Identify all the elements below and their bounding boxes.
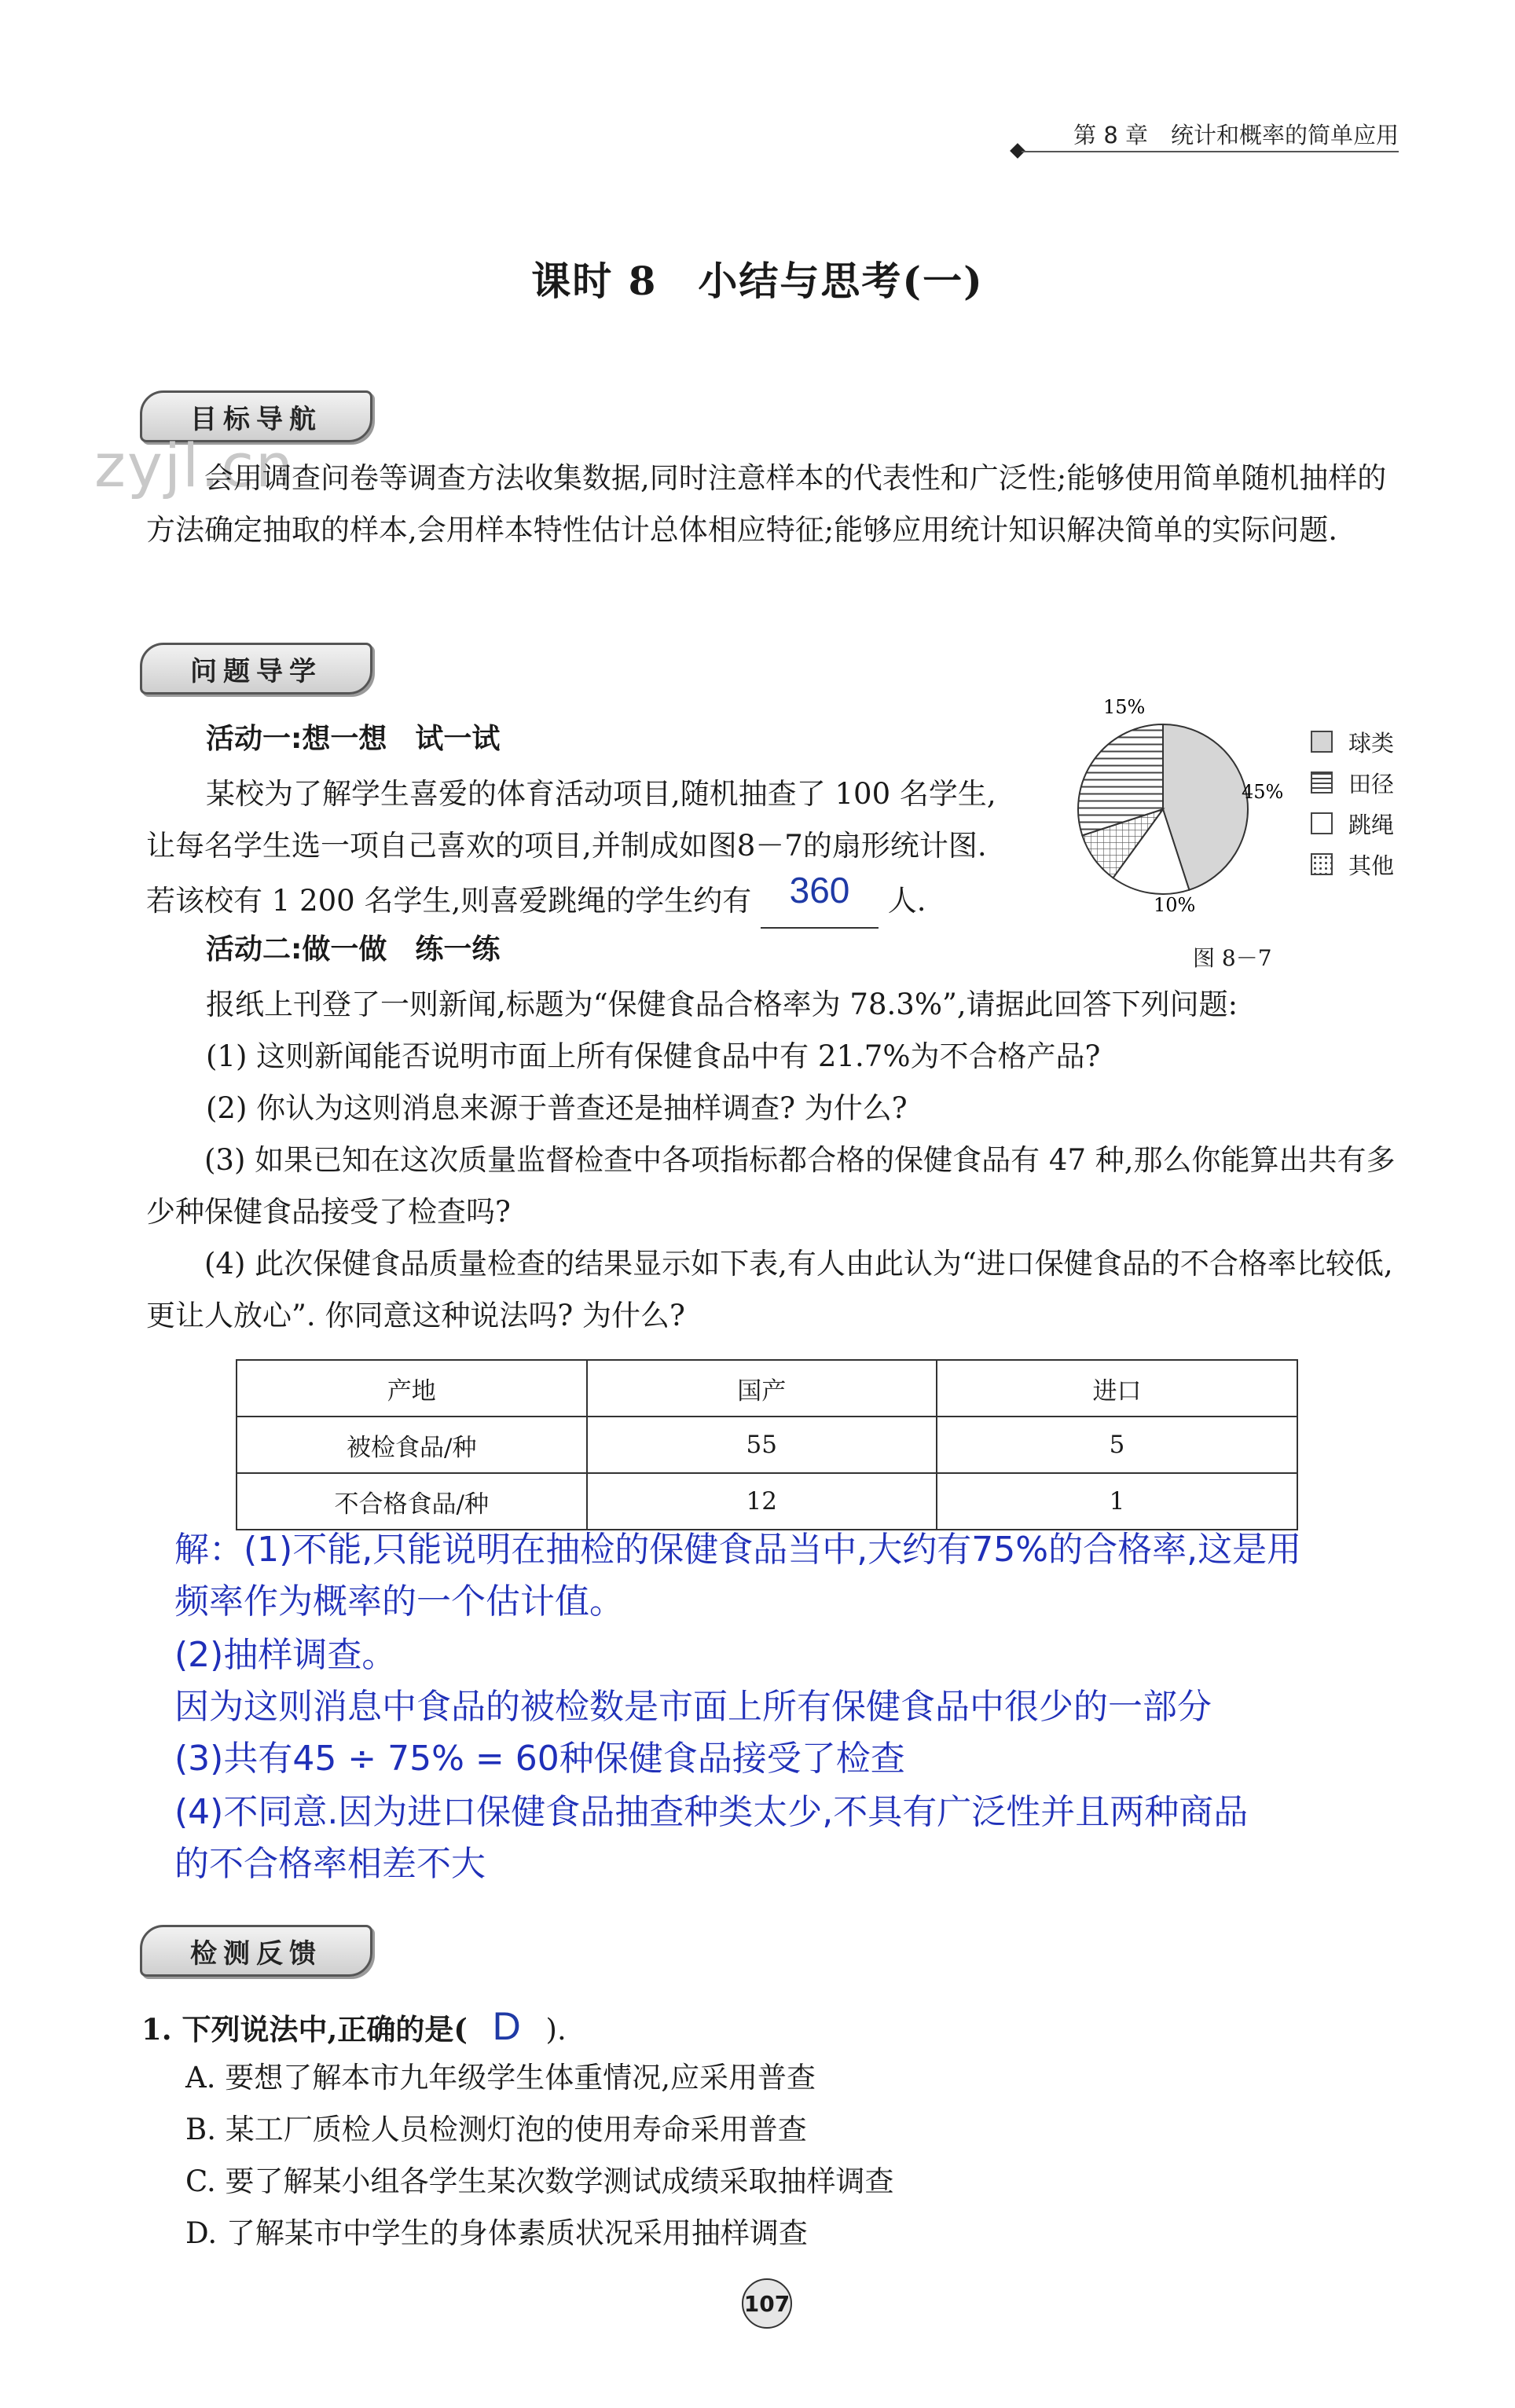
section-tag-objectives: 目标导航 xyxy=(140,390,372,442)
legend-label-track: 田径 xyxy=(1348,770,1395,797)
answer-3: (3)共有45 ÷ 75% = 60种保健食品接受了检查 xyxy=(174,1739,905,1779)
quality-table xyxy=(236,1359,1298,1530)
activity2-q3: (3) 如果已知在这次质量监督检查中各项指标都合格的保健食品有 47 种,那么你能算出共有多少种保健食品接受了检查吗? xyxy=(146,1143,1396,1229)
section-tag-feedback: 检测反馈 xyxy=(140,1925,372,1977)
table-cell: 被检食品/种 xyxy=(237,1417,587,1473)
legend-item-rope xyxy=(1311,803,1394,844)
activity1-line1: 某校为了解学生喜爱的体育活动项目,随机抽查了 100 名学生, xyxy=(206,777,996,811)
section-tag-guide: 问题导学 xyxy=(140,643,372,695)
chapter-header: 第 8 章 统计和概率的简单应用 xyxy=(1073,122,1399,148)
answer-4-line2: 的不合格率相差不大 xyxy=(174,1844,486,1884)
option-d: D. 了解某市中学生的身体素质状况采用抽样调查 xyxy=(185,2216,808,2250)
legend-swatch-rope xyxy=(1311,812,1333,834)
option-b: B. 某工厂质检人员检测灯泡的使用寿命采用普查 xyxy=(185,2113,807,2146)
table-cell: 55 xyxy=(587,1417,937,1473)
table-cell: 5 xyxy=(937,1417,1297,1473)
legend-swatch-other xyxy=(1311,853,1333,875)
legend-label-ball: 球类 xyxy=(1348,729,1395,757)
table-header-cell: 产地 xyxy=(237,1360,587,1417)
legend-item-ball xyxy=(1311,721,1394,762)
table-header-cell: 进口 xyxy=(937,1360,1297,1417)
legend-label-rope: 跳绳 xyxy=(1348,811,1395,838)
answer-4-line1: (4)不同意.因为进口保健食品抽查种类太少,不具有广泛性并且两种商品 xyxy=(174,1792,1249,1832)
pie-label-15: 15% xyxy=(1103,696,1146,718)
legend-swatch-ball xyxy=(1311,731,1333,753)
table-cell: 1 xyxy=(937,1473,1297,1530)
answer-1-line2: 频率作为概率的一个估计值。 xyxy=(174,1582,624,1622)
table-row xyxy=(237,1473,1297,1530)
activity1-heading: 活动一:想一想 试一试 xyxy=(206,723,501,755)
activity2-heading: 活动二:做一做 练一练 xyxy=(206,933,501,966)
activity2-q1: (1) 这则新闻能否说明市面上所有保健食品中有 21.7%为不合格产品? xyxy=(206,1039,1101,1073)
question-1-answer: D xyxy=(492,2004,521,2048)
activity2-q2: (2) 你认为这则消息来源于普查还是抽样调查? 为什么? xyxy=(206,1091,908,1125)
legend-item-other xyxy=(1311,844,1394,885)
activity1-answer: 360 xyxy=(789,870,850,911)
legend-label-other: 其他 xyxy=(1348,852,1395,879)
question-1-stem xyxy=(141,2000,567,2056)
activity1-line3-after: 人. xyxy=(887,884,926,918)
question-1-after: ). xyxy=(545,2013,567,2047)
activity2-q4: (4) 此次保健食品质量检查的结果显示如下表,有人由此认为“进口保健食品的不合格率比较低,更让人放心”. 你同意这种说法吗? 为什么? xyxy=(146,1247,1393,1332)
table-cell: 12 xyxy=(587,1473,937,1530)
table-header-row xyxy=(237,1360,1297,1417)
pie-chart xyxy=(1053,691,1515,990)
figure-caption: 图 8－7 xyxy=(1193,945,1272,971)
answer-1-line1: 解：(1)不能,只能说明在抽检的保健食品当中,大约有75%的合格率,这是用 xyxy=(174,1530,1302,1570)
objectives-text: 会用调查问卷等调查方法收集数据,同时注意样本的代表性和广泛性;能够使用简单随机抽样的方法确定抽取的样本,会用样本特性估计总体相应特征;能够应用统计知识解决简单的实际问题. xyxy=(146,461,1387,547)
table-row xyxy=(237,1417,1297,1473)
pie-label-45: 45% xyxy=(1242,781,1284,803)
answer-blank xyxy=(761,872,879,929)
header-rule xyxy=(1022,151,1399,152)
answer-2-line2: 因为这则消息中食品的被检数是市面上所有保健食品中很少的一部分 xyxy=(174,1687,1212,1727)
activity1-line2: 让每名学生选一项自己喜欢的项目,并制成如图8－7的扇形统计图. xyxy=(146,829,987,863)
answer-2-line1: (2)抽样调查。 xyxy=(174,1635,397,1675)
activity1-line3-before: 若该校有 1 200 名学生,则喜爱跳绳的学生约有 xyxy=(146,884,752,918)
legend-swatch-track xyxy=(1311,772,1333,794)
table-cell: 不合格食品/种 xyxy=(237,1473,587,1530)
pie-label-10: 10% xyxy=(1154,894,1196,916)
question-1-before: 1. 下列说法中,正确的是( xyxy=(141,2012,468,2047)
lesson-title: 课时 8 小结与思考(一) xyxy=(531,258,984,304)
watermark: zyjl.cn xyxy=(94,431,295,500)
pie-legend xyxy=(1311,721,1394,885)
page-number: 107 xyxy=(742,2278,792,2329)
option-a: A. 要想了解本市九年级学生体重情况,应采用普查 xyxy=(185,2061,816,2095)
activity1-line3 xyxy=(146,872,1011,929)
legend-item-track xyxy=(1311,762,1394,803)
table-header-cell: 国产 xyxy=(587,1360,937,1417)
activity2-intro: 报纸上刊登了一则新闻,标题为“保健食品合格率为 78.3%”,请据此回答下列问题: xyxy=(206,988,1238,1021)
option-c: C. 要了解某小组各学生某次数学测试成绩采取抽样调查 xyxy=(185,2164,894,2198)
